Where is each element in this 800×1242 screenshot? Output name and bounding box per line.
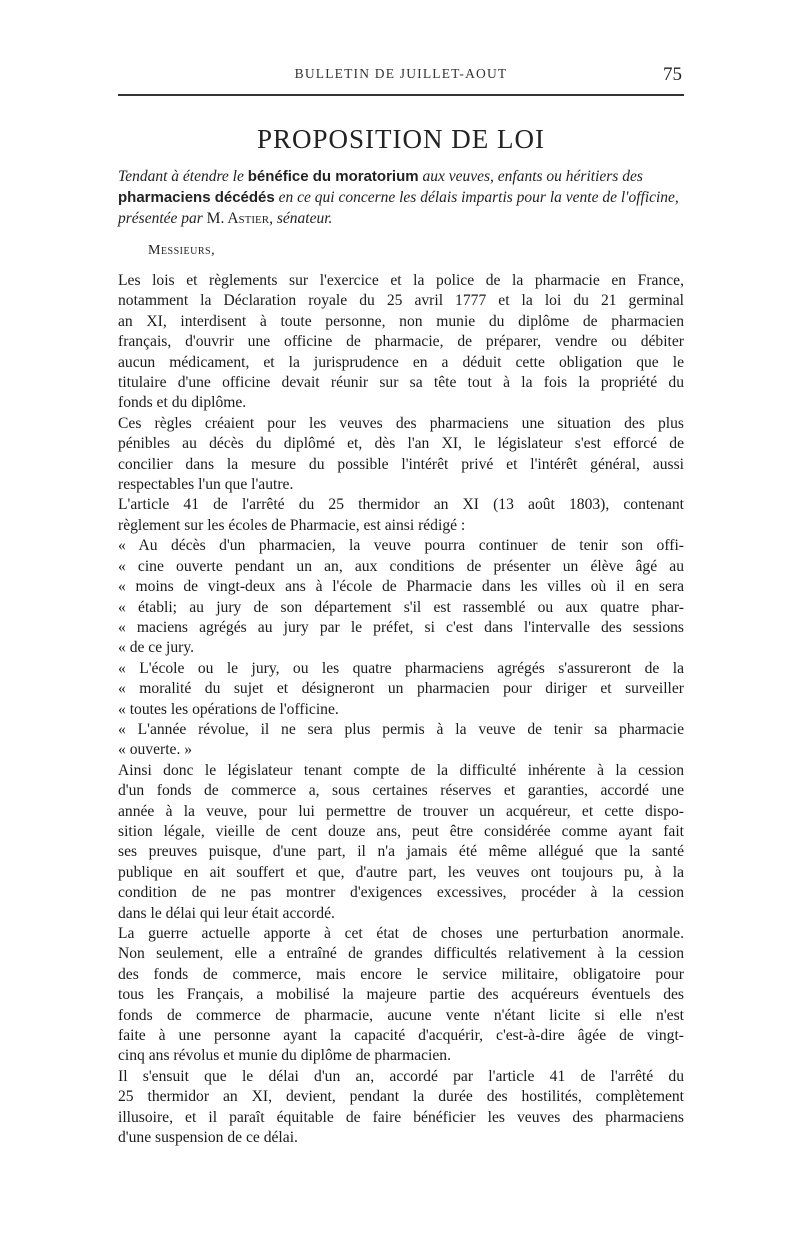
body-line: Non seulement, elle a entraîné de grandes difficultés relativement à la cession — [118, 945, 684, 963]
running-head: BULLETIN DE JUILLET-AOUT — [294, 66, 508, 81]
body-line: titulaire d'une officine devait réunir sur sa tête tout à la fois la propriété du — [118, 374, 684, 392]
body-line: français, d'ouvrir une officine de pharmacie, de préparer, vendre ou débiter — [118, 333, 684, 351]
page-number: 75 — [663, 64, 682, 85]
subtitle-bold-1: bénéfice du moratorium — [247, 168, 419, 185]
body-line: « toutes les opérations de l'officine. — [118, 700, 339, 718]
body-line: « ouverte. » — [118, 741, 193, 759]
body-line: fonds et du diplôme. — [118, 394, 247, 412]
page-header — [118, 66, 684, 96]
body-line: « L'école ou le jury, ou les quatre pharmaciens agrégés s'assureront de la — [118, 659, 684, 677]
body-line: notamment la Déclaration royale du 25 avril 1777 et la loi du 21 germinal — [118, 292, 684, 310]
body-line: ses preuves puisque, d'une part, il n'a jamais été même allégué que la santé — [118, 843, 684, 861]
subtitle-text-2: aux veuves, enfants ou héritiers des — [418, 168, 643, 185]
body-line: année à la veuve, pour lui permettre de trouver un acquéreur, et cette dispo- — [118, 802, 684, 820]
body-line: « de ce jury. — [118, 639, 195, 657]
document-subtitle — [118, 166, 684, 229]
body-line: fonds de commerce de pharmacie, aucune vente n'étant licite si elle n'est — [118, 1006, 684, 1024]
body-text — [118, 271, 684, 1148]
body-line: sition légale, vieille de cent douze ans, peut être considérée comme ayant fait — [118, 822, 684, 840]
subtitle-bold-2: pharmaciens décédés — [118, 189, 275, 206]
body-line: illusoire, et il paraît équitable de faire bénéficier les veuves des pharmaciens — [118, 1108, 684, 1126]
body-line: Ainsi donc le législateur tenant compte de la difficulté inhérente à la cession — [118, 761, 684, 779]
body-line: « moralité du sujet et désigneront un pharmacien pour diriger et surveiller — [118, 680, 684, 698]
body-line: règlement sur les écoles de Pharmacie, est ainsi rédigé : — [118, 516, 466, 534]
body-line: « L'année révolue, il ne sera plus permis à la veuve de tenir sa pharmacie — [118, 720, 684, 738]
body-line: Les lois et règlements sur l'exercice et la police de la pharmacie en France, — [118, 272, 684, 289]
body-line: 25 thermidor an XI, devient, pendant la durée des hostilités, complètement — [118, 1088, 684, 1106]
header-rule — [118, 94, 684, 96]
subtitle-text-1: Tendant à étendre le — [118, 168, 248, 185]
body-line: faite à une personne ayant la capacité d'acquérir, c'est-à-dire âgée de vingt- — [118, 1027, 684, 1045]
body-line: respectables l'un que l'autre. — [118, 476, 294, 494]
body-line: tous les Français, a mobilisé la majeure partie des acquéreurs éventuels des — [118, 986, 684, 1004]
body-line: cinq ans révolus et munie du diplôme de pharmacien. — [118, 1047, 452, 1065]
body-line: dans le délai qui leur était accordé. — [118, 904, 335, 922]
body-line: La guerre actuelle apporte à cet état de choses une perturbation anormale. — [118, 925, 684, 942]
body-line: « Au décès d'un pharmacien, la veuve pourra continuer de tenir son offi- — [118, 537, 684, 555]
subtitle-text-3: en ce qui concerne les délais impartis pour la vente de l'officine, présentée par — [118, 189, 679, 227]
body-line: an XI, interdisent à toute personne, non munie du diplôme de pharmacien — [118, 312, 684, 330]
body-line: Il s'ensuit que le délai d'un an, accordé par l'article 41 de l'arrêté du — [118, 1067, 684, 1085]
body-line: « moins de vingt-deux ans à l'école de Pharmacie dans les villes où il en sera — [118, 578, 684, 596]
body-line: « cine ouverte pendant un an, aux conditions de présenter un élève âgé au — [118, 557, 684, 575]
body-line: d'une suspension de ce délai. — [118, 1129, 298, 1147]
salutation: Messieurs, — [148, 243, 216, 258]
subtitle-author-prefix: M. — [206, 210, 228, 227]
body-line: Ces règles créaient pour les veuves des pharmaciens une situation des plus — [118, 414, 684, 432]
subtitle-text-4: , sénateur. — [269, 210, 333, 227]
body-line: publique en ait souffert et que, d'autre part, les veuves ont toujours pu, à la — [118, 863, 684, 881]
body-line: condition de ne pas montrer d'exigences excessives, procéder à la cession — [118, 884, 684, 902]
body-line: d'un fonds de commerce a, sous certaines réserves et garanties, accordé une — [118, 782, 684, 800]
body-line: « établi; au jury de son département s'il est rassemblé ou aux quatre phar- — [118, 598, 684, 616]
document-title: PROPOSITION DE LOI — [257, 124, 545, 154]
body-line: pénibles au décès du diplômé et, dès l'an XI, le législateur s'est efforcé de — [118, 435, 684, 453]
body-line: « maciens agrégés au jury par le préfet, si c'est dans l'intervalle des sessions — [118, 618, 684, 636]
body-line: L'article 41 de l'arrêté du 25 thermidor an XI (13 août 1803), contenant — [118, 496, 684, 514]
body-line: concilier dans la mesure du possible l'intérêt privé et l'intérêt général, aussi — [118, 455, 684, 473]
body-line: des fonds de commerce, mais encore le service militaire, obligatoire pour — [118, 965, 684, 983]
body-line: aucun médicament, et la jurisprudence en a déduit cette obligation que le — [118, 353, 684, 371]
subtitle-author: Astier — [227, 210, 270, 227]
